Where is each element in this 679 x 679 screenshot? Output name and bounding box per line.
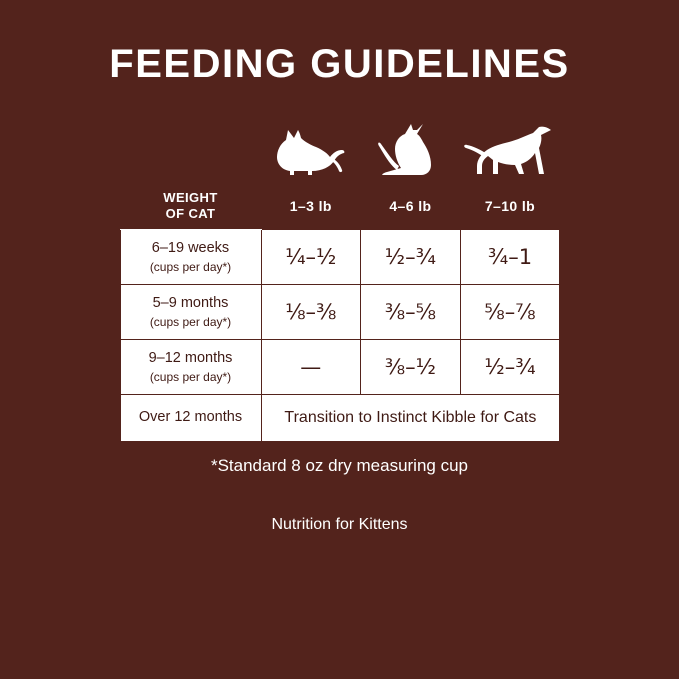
table-row-last bbox=[120, 395, 560, 442]
standing-cat-icon bbox=[460, 110, 560, 176]
page-title: FEEDING GUIDELINES bbox=[109, 42, 570, 86]
row-label-text: 5–9 months bbox=[152, 295, 229, 312]
row-label-sub: (cups per day*) bbox=[149, 314, 232, 329]
header-col-3: 7–10 lb bbox=[460, 183, 560, 230]
header-col-2: 4–6 lb bbox=[361, 183, 461, 230]
row-label-9-12-months bbox=[120, 340, 261, 395]
row-label-sub: (cups per day*) bbox=[149, 369, 232, 384]
table-header-row bbox=[120, 183, 560, 230]
cell-5-9-months-4-6lb: ⅜–⅝ bbox=[361, 285, 461, 340]
sitting-cat-icon bbox=[360, 110, 460, 176]
feeding-table bbox=[120, 182, 561, 442]
header-col-1: 1–3 lb bbox=[261, 183, 361, 230]
kitten-icon bbox=[261, 110, 361, 176]
cat-silhouettes-row bbox=[120, 110, 560, 176]
cell-5-9-months-1-3lb: ⅛–⅜ bbox=[261, 285, 361, 340]
cell-9-12-months-7-10lb: ½–¾ bbox=[460, 340, 560, 395]
row-label-sub: (cups per day*) bbox=[149, 259, 232, 274]
row-label-text: 6–19 weeks bbox=[151, 240, 230, 257]
subnote: Nutrition for Kittens bbox=[271, 516, 408, 533]
cell-6-19-weeks-7-10lb: ¾–1 bbox=[460, 230, 560, 285]
cell-6-19-weeks-4-6lb: ½–¾ bbox=[361, 230, 461, 285]
row-label-over-12-months: Over 12 months bbox=[120, 395, 261, 442]
cell-transition-note: Transition to Instinct Kibble for Cats bbox=[261, 395, 560, 442]
cell-9-12-months-4-6lb: ⅜–½ bbox=[361, 340, 461, 395]
cell-5-9-months-7-10lb: ⅝–⅞ bbox=[460, 285, 560, 340]
row-label-6-19-weeks bbox=[120, 230, 261, 285]
row-label-5-9-months bbox=[120, 285, 261, 340]
row-label-text: 9–12 months bbox=[148, 350, 233, 367]
footnote: *Standard 8 oz dry measuring cup bbox=[210, 456, 469, 475]
header-weight-line1: WEIGHT bbox=[163, 189, 218, 205]
table-row bbox=[120, 230, 560, 285]
table-row bbox=[120, 285, 560, 340]
table-row bbox=[120, 340, 560, 395]
cell-6-19-weeks-1-3lb: ¼–½ bbox=[261, 230, 361, 285]
feeding-table-wrapper bbox=[120, 182, 560, 442]
cell-9-12-months-1-3lb: — bbox=[261, 340, 361, 395]
header-weight-line2: OF CAT bbox=[165, 206, 216, 221]
header-weight-of-cat bbox=[120, 183, 261, 230]
